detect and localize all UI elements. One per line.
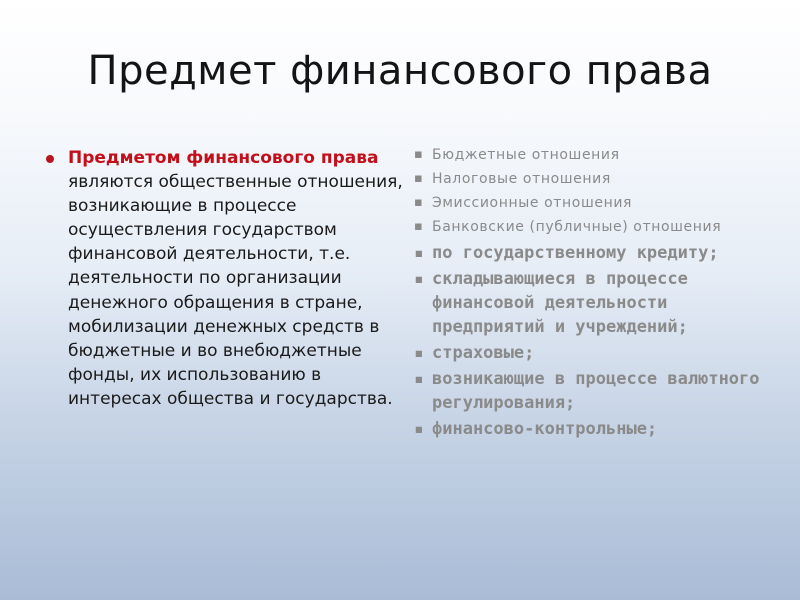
list-item-label: Банковские (публичные) отношения — [432, 219, 722, 235]
list-item-label: финансово-контрольные; — [432, 419, 658, 439]
list-item-label: Бюджетные отношения — [432, 147, 620, 163]
definition-highlight: Предметом финансового права — [68, 148, 379, 168]
relations-list — [414, 145, 784, 443]
square-bullet-icon: ▪ — [414, 369, 424, 388]
list-item-label: складывающиеся в процессе финансовой деятельности предприятий и учреждений; — [432, 269, 688, 337]
list-item — [414, 367, 784, 415]
square-bullet-icon: ▪ — [414, 243, 424, 262]
definition-block — [46, 146, 406, 411]
list-item — [414, 267, 784, 339]
square-bullet-icon: ▪ — [414, 343, 424, 362]
list-item — [414, 217, 784, 237]
list-item — [414, 241, 784, 265]
list-item-label: по государственному кредиту; — [432, 243, 719, 263]
square-bullet-icon: ▪ — [414, 147, 424, 162]
list-item-label: Эмиссионные отношения — [432, 195, 633, 211]
list-item — [414, 193, 784, 213]
definition-text — [68, 146, 406, 411]
square-bullet-icon: ▪ — [414, 419, 424, 438]
definition-body: являются общественные отношения, возникающие в процессе осуществления государством финансовой деятельности, т.е. деятельности по организации денежного обращения в стране, мобилизации денежных средств в бюджетные и во внебюджетные фонды, их использованию в интересах общества и государства. — [68, 172, 403, 409]
list-item — [414, 145, 784, 165]
square-bullet-icon: ▪ — [414, 195, 424, 210]
list-item-label: возникающие в процессе валютного регулирования; — [432, 369, 760, 413]
list-item — [414, 417, 784, 441]
list-item-label: страховые; — [432, 343, 535, 363]
square-bullet-icon: ▪ — [414, 219, 424, 234]
list-item-label: Налоговые отношения — [432, 171, 611, 187]
square-bullet-icon: ▪ — [414, 171, 424, 186]
square-bullet-icon: ▪ — [414, 269, 424, 288]
list-item — [414, 341, 784, 365]
slide-title: Предмет финансового права — [87, 48, 713, 94]
list-item — [414, 169, 784, 189]
bullet-dot-icon — [46, 155, 54, 163]
